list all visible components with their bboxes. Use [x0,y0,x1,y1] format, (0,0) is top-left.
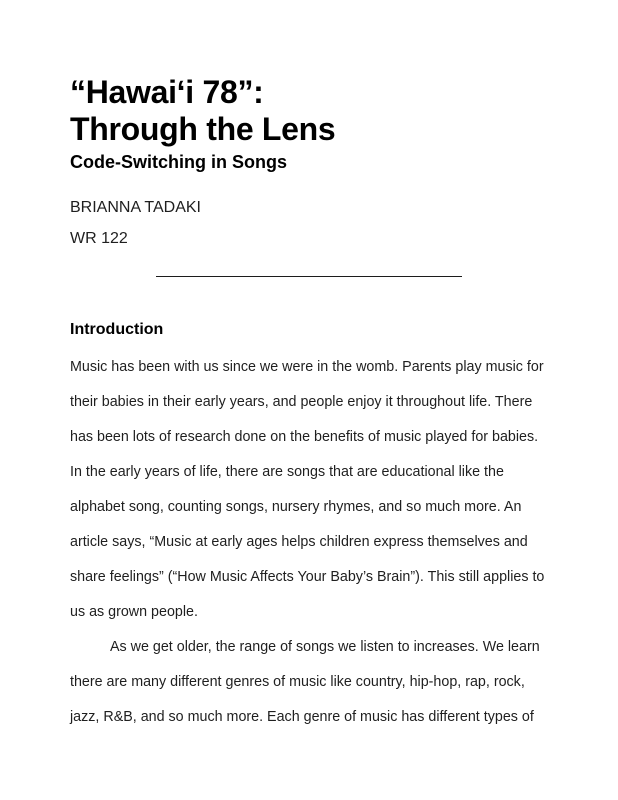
paragraph-1 [70,350,548,630]
text-line: Music has been with us since we were in the womb. Parents play music for [70,359,544,375]
divider-line [156,276,462,277]
text-line: As we get older, the range of songs we listen to increases. We learn [110,639,540,655]
document-title [70,74,335,148]
text-line: us as grown people. [70,604,198,620]
paragraph-2 [70,630,548,735]
text-line: has been lots of research done on the benefits of music played for babies. [70,429,539,445]
section-heading-introduction: Introduction [70,321,164,338]
text-line: jazz, R&B, and so much more. Each genre of music has different types of [70,709,534,725]
course-code: WR 122 [70,230,128,247]
document-subtitle: Code-Switching in Songs [70,152,287,172]
document-body [70,350,548,735]
title-line-1: “Hawaiʻi 78”: [70,74,264,110]
text-line: In the early years of life, there are songs that are educational like the [70,464,504,480]
title-line-2: Through the Lens [70,111,336,147]
text-line: share feelings” (“How Music Affects Your Baby’s Brain”). This still applies to [70,569,545,585]
author-name: BRIANNA TADAKI [70,199,201,216]
text-line: article says, “Music at early ages helps children express themselves and [70,534,528,550]
text-line: their babies in their early years, and people enjoy it throughout life. There [70,394,533,410]
text-line: there are many different genres of music like country, hip-hop, rap, rock, [70,674,525,690]
text-line: alphabet song, counting songs, nursery rhymes, and so much more. An [70,499,522,515]
